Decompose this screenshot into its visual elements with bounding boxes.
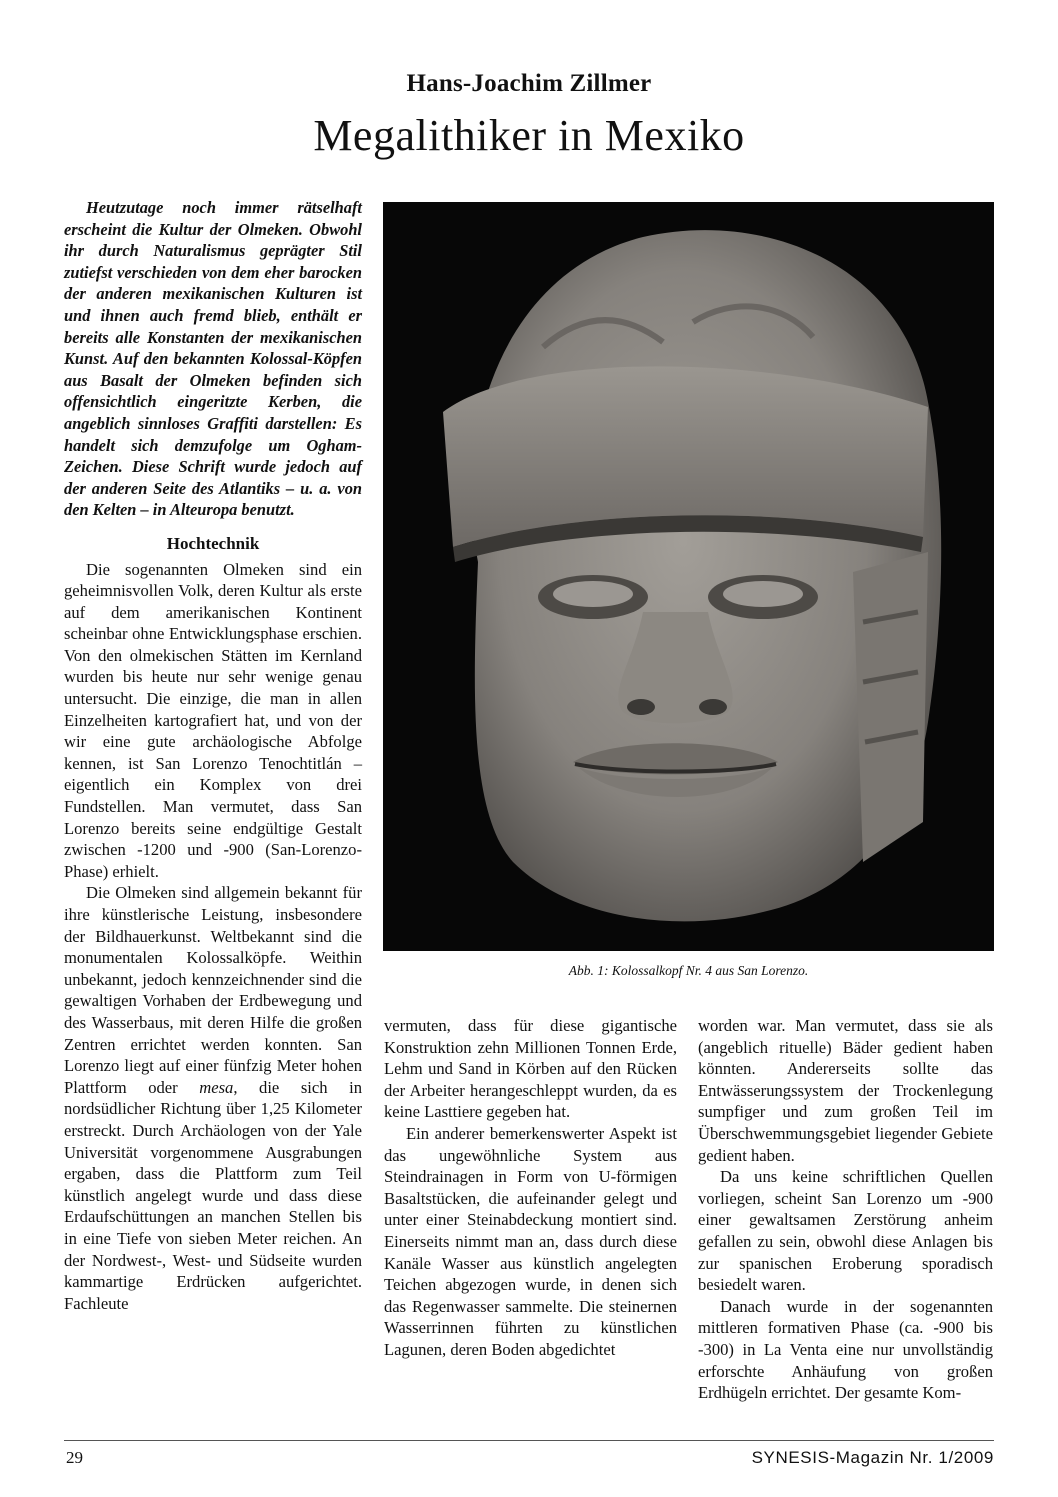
body-paragraph: Die sogenannten Olmeken sind ein geheimnisvollen Volk, deren Kultur als erste auf dem amerikanischen Kontinent scheinbar ohne Entwicklungsphase erschien. Von den olmekischen Stätten im Kernland wurden bis heute nur sehr wenige genau untersucht. Die einzige, die man in allen Einzelheiten kartografiert hat, und von der wir eine gute archäologische Abfolge kennen, ist San Lorenzo Tenochtitlán – eigentlich ein Komplex von drei Fundstellen. Man vermutet, dass San Lorenzo bereits seine endgültige Gestalt zwischen -1200 und -900 (San-Lorenzo-Phase) erhielt. bbox=[64, 559, 362, 881]
body-text: Die Olmeken sind allgemein bekannt für ihre künstlerische Leistung, insbesondere der Bildhauerkunst. Weltbekannt sind die monumentalen Kolossalköpfe. Weithin unbekannt, jedoch kennzeichnender sind die gewaltigen Vorhaben der Erdbewegung und des Wasserbaus, mit deren Hilfe die großen Zentren errichtet werden konnten. San Lorenzo liegt auf einer fünfzig Meter hohen Plattform oder bbox=[64, 883, 362, 1097]
body-paragraph: Danach wurde in der sogenannten mittleren formativen Phase (ca. -900 bis -300) in La Venta eine nur unvollständig erforschte Anhäufung von großen Erdhügeln errichtet. Der gesamte Kom- bbox=[698, 1296, 993, 1403]
section-heading: Hochtechnik bbox=[166, 533, 260, 553]
footer-divider bbox=[64, 1440, 994, 1441]
left-column bbox=[64, 197, 362, 1314]
colossal-head-photo bbox=[383, 202, 994, 951]
author-name: Hans-Joachim Zillmer bbox=[406, 70, 652, 97]
body-paragraph: worden war. Man vermutet, dass sie als (angeblich rituelle) Bäder gedient haben könnten. Andererseits sollte das Entwässerungssystem der Trockenlegung sumpfiger und zum großen Teil im Überschwemmungsgebiet liegender Gebiete gedient haben. bbox=[698, 1016, 993, 1165]
body-paragraph: Da uns keine schriftlichen Quellen vorliegen, scheint San Lorenzo um -900 einer gewaltsamen Zerstörung anheim gefallen zu sein, obwohl diese Anlagen bis zur spanischen Eroberung sporadisch besiedelt waren. bbox=[698, 1167, 993, 1295]
magazine-issue: SYNESIS-Magazin Nr. 1/2009 bbox=[751, 1448, 994, 1467]
colossal-head-illustration bbox=[383, 202, 994, 951]
body-paragraph bbox=[64, 882, 362, 1314]
intro-paragraph: Heutzutage noch immer rätselhaft erscheint die Kultur der Olmeken. Obwohl ihr durch Naturalismus geprägter Stil zutiefst verschieden von dem eher barocken der anderen mexikanischen Kulturen ist und ihnen auch fremd blieb, enthält er bereits alle Konstanten der mexikanischen Kunst. Auf den bekannten Kolossal-Köpfen aus Basalt der Olmeken befinden sich offensichtlich eingeritzte Kerben, die angeblich sinnloses Graffiti darstellen: Es handelt sich demzufolge um Ogham-Zeichen. Diese Schrift wurde jedoch auf der anderen Seite des Atlantiks – u. a. von den Kelten – in Alteuropa benutzt. bbox=[64, 198, 362, 520]
right-column bbox=[698, 1015, 993, 1404]
body-paragraph: Ein anderer bemerkenswerter Aspekt ist das ungewöhnliche System aus Steindrainagen in Form von U-förmigen Basaltstücken, die aufeinander gelegt und unter einer Steinabdeckung montiert sind. Einerseits nimmt man an, dass durch diese Kanäle Wasser aus künstlich angelegten Teichen abgezogen wurde, in denen sich das Regenwasser sammelte. Die steinernen Wasserrinnen führten zu künstlichen Lagunen, deren Boden abgedichtet bbox=[384, 1123, 677, 1359]
figure-caption: Abb. 1: Kolossalkopf Nr. 4 aus San Lorenzo. bbox=[568, 963, 809, 978]
middle-column bbox=[384, 1015, 677, 1361]
body-text: , die sich in nordsüdlicher Richtung über 1,25 Kilometer erstreckt. Durch Archäologen von der Yale Universität vorgenommene Ausgrabungen ergaben, dass die Plattform zum Teil künstlich angelegt wurde und dass diese Erdaufschüttungen an manchen Stellen bis in eine Tiefe von sieben Meter reichen. An der Nordwest-, West- und Südseite wurden kammartige Erdrücken aufgerichtet. Fachleute bbox=[64, 1077, 362, 1313]
italic-term: mesa bbox=[199, 1077, 234, 1097]
article-title: Megalithiker in Mexiko bbox=[313, 111, 745, 160]
body-paragraph: vermuten, dass für diese gigantische Konstruktion zehn Millionen Tonnen Erde, Lehm und Sand in Körben auf den Rücken der Arbeiter herangeschleppt wurden, da es keine Lasttiere gegeben hat. bbox=[384, 1016, 677, 1122]
page-number: 29 bbox=[66, 1448, 83, 1467]
